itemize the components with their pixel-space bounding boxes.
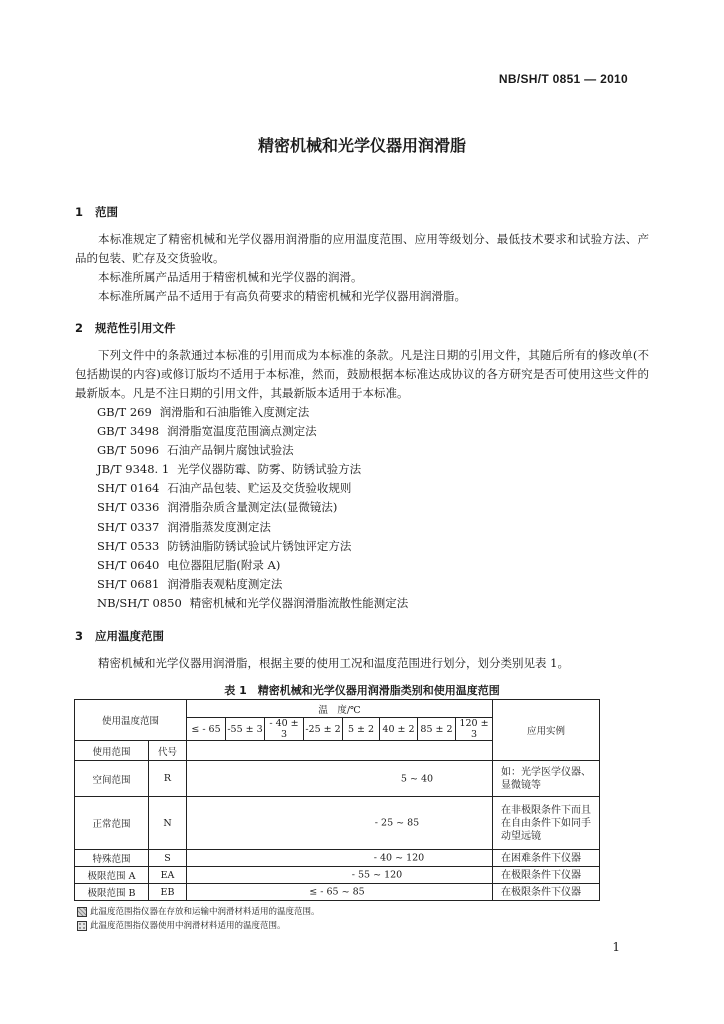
reference-code: GB/T 269 <box>97 405 152 419</box>
reference-item <box>97 498 408 517</box>
reference-code: SH/T 0640 <box>97 557 160 572</box>
reference-item <box>97 403 408 422</box>
section-2-heading <box>75 320 176 336</box>
section-1-body <box>75 230 649 306</box>
reference-item <box>97 422 408 441</box>
section-2-intro <box>75 346 649 403</box>
code-cell: N <box>149 797 187 850</box>
range-band-cell <box>187 850 493 867</box>
reference-item <box>97 575 408 594</box>
header-temperature: 温 度/℃ <box>187 700 493 718</box>
reference-code: JB/T 9348. 1 <box>97 462 170 477</box>
application-example: 如：光学医学仪器、显微镜等 <box>493 761 600 797</box>
use-range-cell: 特殊范围 <box>75 850 149 867</box>
reference-item <box>97 537 408 556</box>
header-application: 应用实例 <box>493 700 600 761</box>
reference-title: 防锈油脂防锈试验试片锈蚀评定方法 <box>167 538 352 553</box>
reference-title: 润滑脂宽温度范围滴点测定法 <box>167 424 317 439</box>
section-number: 3 <box>75 629 84 643</box>
storage-range-swatch <box>77 907 87 917</box>
range-band-cell <box>187 761 493 797</box>
reference-item <box>97 460 408 479</box>
paragraph: 本标准所属产品不适用于有高负荷要求的精密机械和光学仪器用润滑脂。 <box>98 289 466 303</box>
reference-code: SH/T 0681 <box>97 576 160 591</box>
section-number: 2 <box>75 321 84 335</box>
header-code: 代号 <box>149 741 187 761</box>
note-text: 此温度范围指仪器在存放和运输中润滑材料适用的温度范围。 <box>90 907 320 917</box>
reference-title: 润滑脂和石油脂锥入度测定法 <box>159 405 310 419</box>
range-label: - 25 ~ 85 <box>374 817 420 829</box>
reference-code: SH/T 0533 <box>97 538 160 553</box>
reference-title: 精密机械和光学仪器润滑脂流散性能测定法 <box>189 595 409 610</box>
header-use-range: 使用范围 <box>75 741 149 761</box>
code-cell: EA <box>149 867 187 884</box>
reference-title: 石油产品包装、贮运及交货验收规则 <box>167 481 352 496</box>
code-cell: R <box>149 761 187 797</box>
reference-code: NB/SH/T 0850 <box>97 595 182 610</box>
temp-col-header: ≤ - 65 <box>187 718 226 741</box>
reference-item <box>97 479 408 498</box>
range-label: - 40 ~ 120 <box>373 852 425 864</box>
temp-col-header: - 40 ± 3 <box>265 718 304 741</box>
section-title: 范围 <box>95 205 118 219</box>
use-range-cell: 极限范围 A <box>75 867 149 884</box>
temp-col-header: -25 ± 2 <box>304 718 343 741</box>
temp-col-header: 5 ± 2 <box>343 718 380 741</box>
page-number: 1 <box>612 940 620 954</box>
code-cell: EB <box>149 884 187 901</box>
range-band-cell <box>187 867 493 884</box>
reference-list <box>97 403 408 613</box>
standard-number: NB/SH/T 0851 — 2010 <box>498 72 628 86</box>
reference-item <box>97 518 408 537</box>
reference-title: 润滑脂蒸发度测定法 <box>167 519 271 534</box>
reference-code: GB/T 3498 <box>97 424 160 439</box>
paragraph: 精密机械和光学仪器用润滑脂，根据主要的使用工况和温度范围进行划分，划分类别见表 1。 <box>98 656 569 670</box>
reference-title: 润滑脂杂质含量测定法(显微镜法) <box>167 500 338 515</box>
range-label: - 55 ~ 120 <box>351 869 403 881</box>
reference-item <box>97 594 408 613</box>
reference-code: GB/T 5096 <box>97 443 160 458</box>
section-1-heading <box>75 204 118 220</box>
use-range-cell: 空间范围 <box>75 761 149 797</box>
operating-range-swatch <box>77 921 87 931</box>
reference-item <box>97 556 408 575</box>
range-label: 5 ~ 40 <box>400 773 434 784</box>
reference-title: 光学仪器防霉、防雾、防锈试验方法 <box>177 462 362 477</box>
paragraph: 本标准规定了精密机械和光学仪器用润滑脂的应用温度范围、应用等级划分、最低技术要求和试验方法、产品的包装、贮存及交货验收。 <box>75 232 649 265</box>
paragraph: 本标准所属产品适用于精密机械和光学仪器的润滑。 <box>98 270 363 284</box>
table-note <box>77 905 320 919</box>
use-range-cell: 正常范围 <box>75 797 149 850</box>
temp-col-header: 85 ± 2 <box>418 718 456 741</box>
reference-code: SH/T 0336 <box>97 500 160 515</box>
range-label: ≤ - 65 ~ 85 <box>309 886 365 898</box>
paragraph: 下列文件中的条款通过本标准的引用而成为本标准的条款。凡是注日期的引用文件，其随后所有的修改单(不包括勘误的内容)或修订版均不适用于本标准，然而，鼓励根据本标准达成协议的各方研究是否可使用这些文件的最新版本。凡是不注日期的引用文件，其最新版本适用于本标准。 <box>75 348 649 400</box>
table-note <box>77 919 320 933</box>
temp-col-header: 120 ± 3 <box>456 718 493 741</box>
document-title: 精密机械和光学仪器用润滑脂 <box>257 136 466 155</box>
application-example: 在极限条件下仪器 <box>493 867 600 884</box>
header-temperature-range: 使用温度范围 <box>75 700 187 741</box>
note-text: 此温度范围指仪器使用中润滑材料适用的温度范围。 <box>90 921 286 931</box>
section-title: 规范性引用文件 <box>95 321 176 335</box>
application-example: 在困难条件下仪器 <box>493 850 600 867</box>
reference-title: 润滑脂表观粘度测定法 <box>167 576 283 591</box>
reference-title: 电位器阻尼脂(附录 A) <box>167 557 281 572</box>
code-cell: S <box>149 850 187 867</box>
temp-col-header: -55 ± 3 <box>226 718 265 741</box>
section-3-heading <box>75 628 164 644</box>
range-band-cell <box>187 797 493 850</box>
section-number: 1 <box>75 205 84 219</box>
temp-col-header: 40 ± 2 <box>380 718 418 741</box>
section-3-intro <box>75 654 649 673</box>
table-caption: 表 1 精密机械和光学仪器用润滑脂类别和使用温度范围 <box>224 684 500 697</box>
application-example: 在极限条件下仪器 <box>493 884 600 901</box>
temperature-range-table <box>74 699 600 901</box>
range-band-cell <box>187 884 493 901</box>
section-title: 应用温度范围 <box>95 629 164 643</box>
reference-code: SH/T 0337 <box>97 519 160 534</box>
application-example: 在非极限条件下而且在自由条件下如同手动望远镜 <box>493 797 600 850</box>
use-range-cell: 极限范围 B <box>75 884 149 901</box>
reference-code: SH/T 0164 <box>97 481 160 496</box>
empty-header-cell <box>187 741 493 761</box>
reference-item <box>97 441 408 460</box>
table-notes <box>77 905 320 933</box>
reference-title: 石油产品铜片腐蚀试验法 <box>167 443 294 458</box>
